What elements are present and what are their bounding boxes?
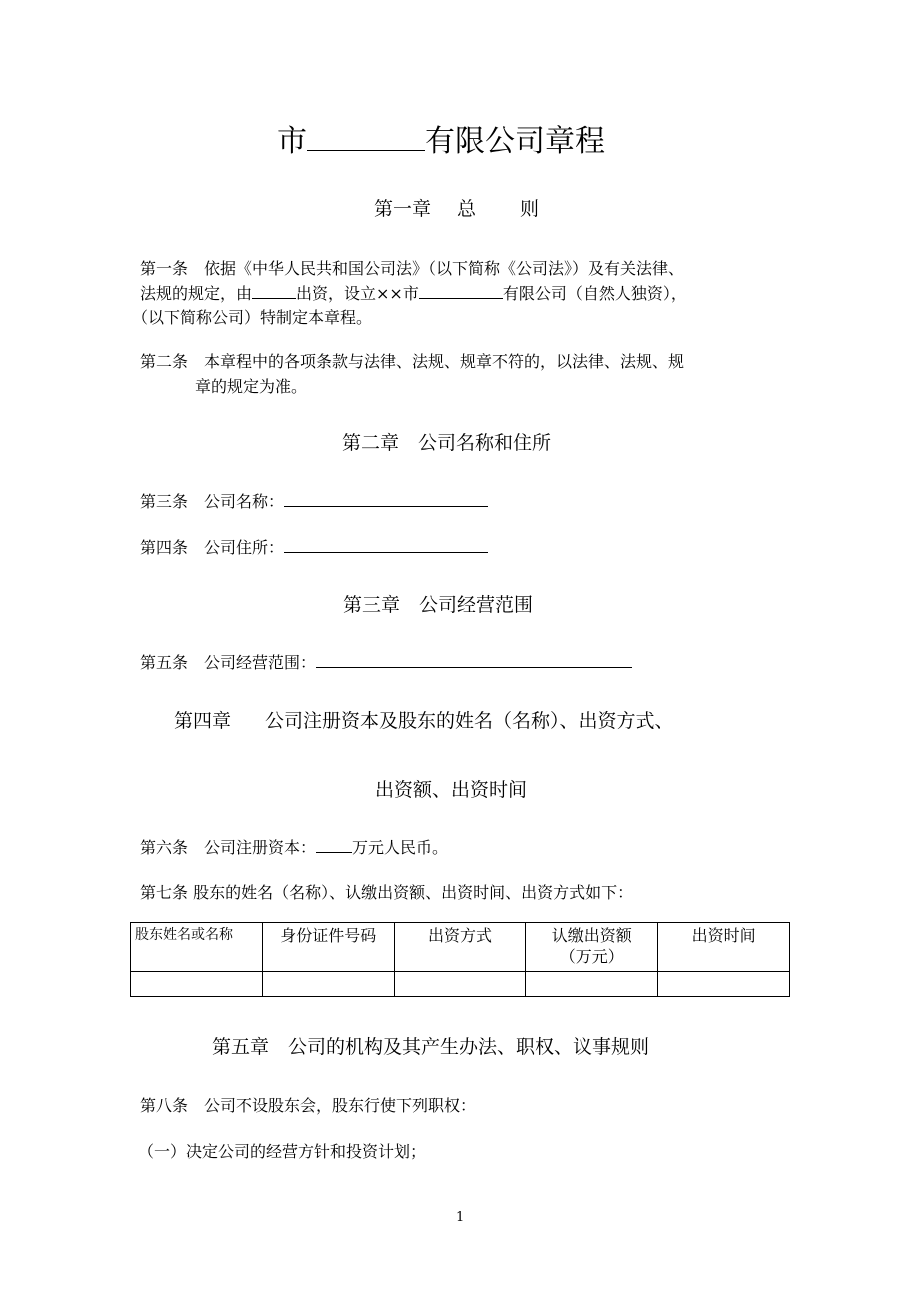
header-subscribed-amount: 认缴出资额（万元） bbox=[526, 923, 658, 972]
article-7: 第七条 股东的姓名（名称）、认缴出资额、出资时间、出资方式如下： bbox=[140, 883, 634, 902]
document-title bbox=[277, 116, 605, 160]
chapter-2-heading: 第二章 公司名称和住所 bbox=[342, 432, 552, 454]
chapter-4-heading-line-2: 出资额、出资时间 bbox=[375, 779, 528, 801]
article-2-line-2: 章的规定为准。 bbox=[195, 377, 308, 396]
table-cell[interactable] bbox=[658, 972, 790, 997]
chapter-1-label: 第一章 bbox=[374, 198, 432, 220]
table-cell[interactable] bbox=[526, 972, 658, 997]
article-1-text-c: 有限公司（自然人独资）， bbox=[502, 284, 687, 303]
company-address-field[interactable] bbox=[284, 536, 488, 553]
article-1-line-1: 第一条 依据《中华人民共和国公司法》（以下简称《公司法》）及有关法律、 bbox=[140, 259, 685, 278]
article-3-text: 第三条 公司名称： bbox=[140, 492, 285, 511]
page-number: 1 bbox=[456, 1210, 465, 1225]
article-6 bbox=[140, 835, 448, 858]
article-8-item-1: （一）决定公司的经营方针和投资计划； bbox=[138, 1142, 427, 1161]
table-cell[interactable] bbox=[394, 972, 526, 997]
chapter-4-heading-line-1 bbox=[174, 706, 674, 733]
table-row bbox=[131, 972, 790, 997]
article-8: 第八条 公司不设股东会，股东行使下列职权： bbox=[140, 1096, 477, 1115]
table-cell[interactable] bbox=[262, 972, 394, 997]
article-3 bbox=[140, 489, 488, 512]
article-1-text-b: 出资，设立××市 bbox=[296, 284, 419, 303]
article-6-text-b: 万元人民币。 bbox=[352, 838, 449, 857]
article-2-line-1: 第二条 本章程中的各项条款与法律、法规、规章不符的，以法律、法规、规 bbox=[140, 352, 685, 371]
title-suffix: 有限公司章程 bbox=[425, 124, 605, 159]
title-prefix: 市 bbox=[277, 124, 307, 159]
article-5-text: 第五条 公司经营范围： bbox=[140, 653, 317, 672]
article-6-text-a: 第六条 公司注册资本： bbox=[140, 838, 317, 857]
header-id-number: 身份证件号码 bbox=[262, 923, 394, 972]
chapter-4-title-line-1: 公司注册资本及股东的姓名（名称）、出资方式、 bbox=[265, 710, 674, 732]
investor-blank[interactable] bbox=[252, 282, 296, 299]
article-1-text-a: 法规的规定，由 bbox=[140, 284, 253, 303]
article-4 bbox=[140, 535, 488, 558]
article-4-text: 第四条 公司住所： bbox=[140, 538, 285, 557]
registered-capital-field[interactable] bbox=[316, 836, 352, 853]
company-name-blank[interactable] bbox=[419, 282, 503, 299]
article-5 bbox=[140, 650, 632, 673]
business-scope-field[interactable] bbox=[316, 651, 632, 668]
chapter-1-name-a: 总 bbox=[457, 198, 477, 220]
shareholder-table bbox=[130, 922, 790, 997]
company-name-field[interactable] bbox=[284, 490, 488, 507]
article-1-line-2 bbox=[140, 281, 687, 304]
chapter-5-heading: 第五章 公司的机构及其产生办法、职权、议事规则 bbox=[212, 1036, 650, 1058]
header-contribution-time: 出资时间 bbox=[658, 923, 790, 972]
chapter-1-heading bbox=[374, 194, 539, 221]
table-cell[interactable] bbox=[131, 972, 263, 997]
header-shareholder-name: 股东姓名或名称 bbox=[131, 923, 263, 972]
article-1-line-3: （以下简称公司）特制定本章程。 bbox=[132, 308, 373, 327]
chapter-1-name-b: 则 bbox=[520, 198, 540, 220]
table-header-row bbox=[131, 923, 790, 972]
header-contribution-method: 出资方式 bbox=[394, 923, 526, 972]
chapter-4-label: 第四章 bbox=[174, 710, 232, 732]
city-blank[interactable] bbox=[307, 124, 425, 151]
chapter-3-heading: 第三章 公司经营范围 bbox=[343, 594, 534, 616]
